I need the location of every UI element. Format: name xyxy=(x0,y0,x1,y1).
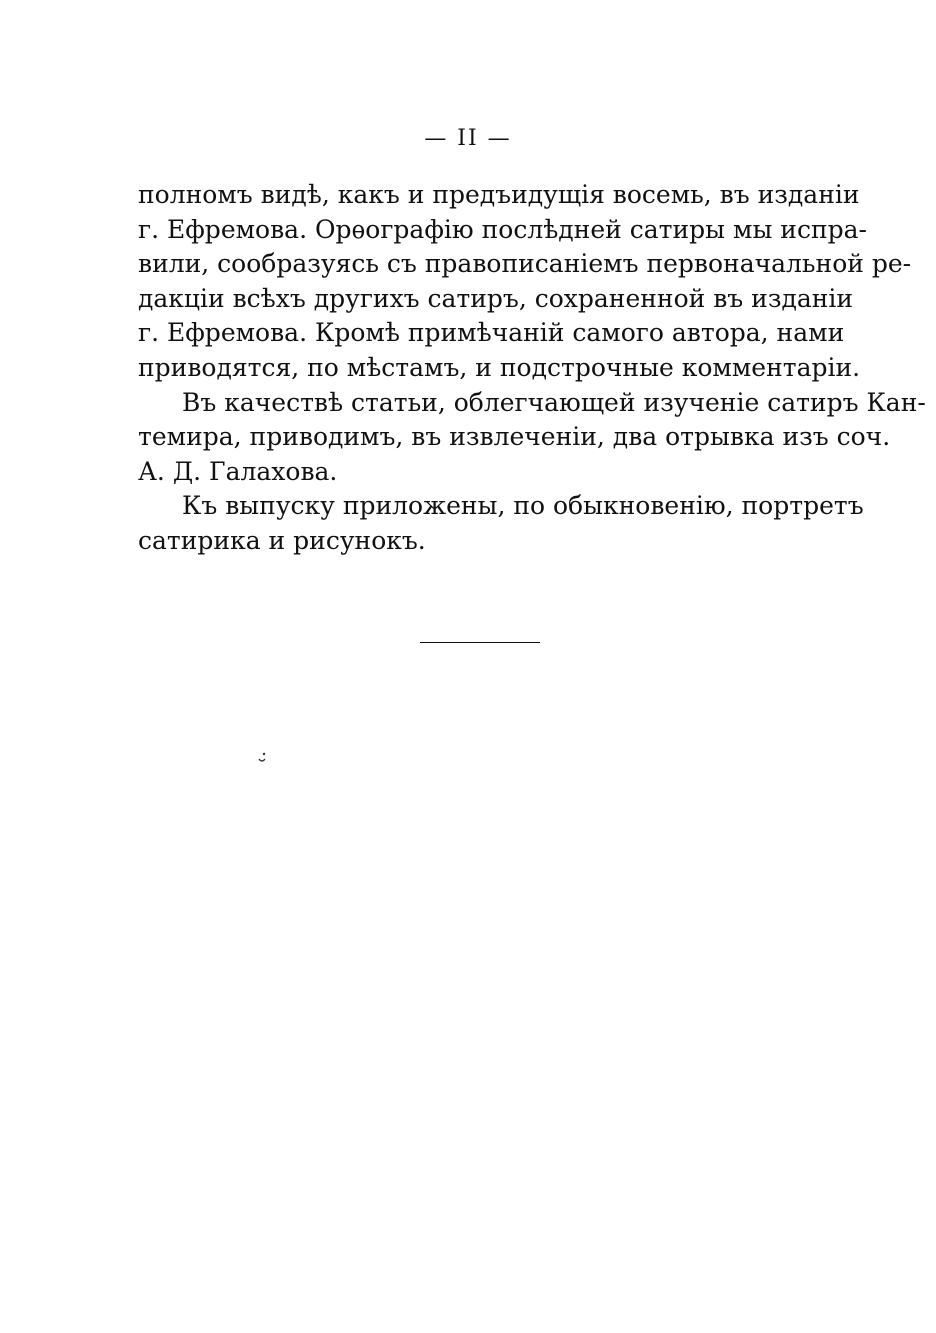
text-line: г. Ефремова. Кромѣ примѣчаній самого автора, нами xyxy=(138,318,845,348)
body-text xyxy=(138,178,926,559)
text-line: вили, сообразуясь съ правописаніемъ первоначальной ре- xyxy=(138,249,912,279)
paragraph-2 xyxy=(138,386,926,490)
text-line: Къ выпуску приложены, по обыкновенію, портретъ xyxy=(182,491,864,521)
paragraph-1 xyxy=(138,178,912,386)
text-line: приводятся, по мѣстамъ, и подстрочные комментаріи. xyxy=(138,352,861,382)
page-number: — II — xyxy=(424,126,512,151)
text-line: дакціи всѣхъ другихъ сатиръ, сохраненной въ изданіи xyxy=(138,283,854,313)
paragraph-3 xyxy=(138,489,864,558)
text-line: полномъ видѣ, какъ и предъидущія восемь, въ изданіи xyxy=(138,180,860,209)
text-line: Въ качествѣ статьи, облегчающей изученіе сатиръ Кан- xyxy=(182,387,926,417)
section-divider xyxy=(420,642,540,643)
text-line: сатирика и рисунокъ. xyxy=(138,525,426,555)
text-line: темира, приводимъ, въ извлеченіи, два отрывка изъ соч. xyxy=(138,422,891,452)
text-line: А. Д. Галахова. xyxy=(138,456,338,486)
ink-speck-mark xyxy=(258,752,266,764)
text-line: г. Ефремова. Орѳографію послѣдней сатиры мы испра- xyxy=(138,214,867,244)
